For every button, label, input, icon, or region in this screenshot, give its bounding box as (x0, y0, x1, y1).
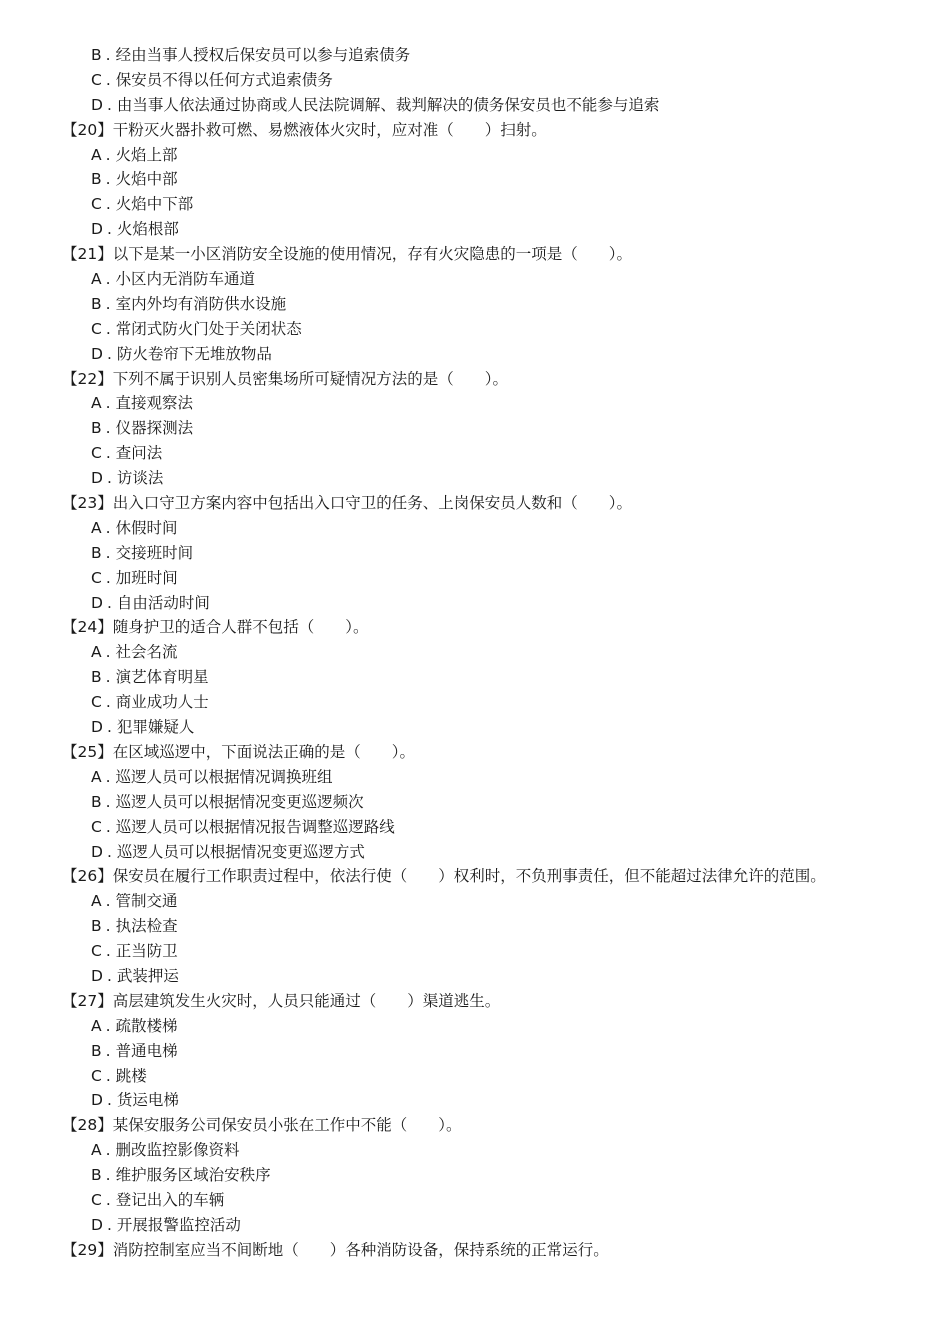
answer-option (0, 391, 950, 416)
option-separator: . (105, 543, 111, 562)
option-text: 由当事人依法通过协商或人民法院调解、裁判解决的债务保安员也不能参与追索 (116, 95, 660, 114)
answer-option (0, 1088, 950, 1113)
option-text: 自由活动时间 (116, 593, 210, 612)
option-text: 经由当事人授权后保安员可以参与追索债务 (115, 46, 411, 64)
option-letter: C (91, 195, 102, 214)
answer-option (0, 167, 950, 192)
option-text: 开展报警监控活动 (116, 1215, 241, 1234)
option-separator: . (105, 693, 111, 712)
option-text: 执法检查 (115, 917, 178, 936)
option-text: 交接班时间 (115, 543, 194, 562)
question-stem (0, 118, 950, 143)
question-text: 随身护卫的适合人群不包括（ ）。 (112, 618, 369, 637)
option-separator: . (106, 95, 112, 114)
option-separator: . (106, 344, 112, 363)
option-separator: . (105, 767, 111, 786)
option-letter: A (91, 767, 102, 786)
option-text: 登记出入的车辆 (115, 1190, 225, 1209)
option-text: 管制交通 (115, 892, 178, 911)
question-block (0, 740, 950, 864)
answer-option (0, 68, 950, 93)
option-separator: . (105, 1041, 111, 1060)
question-text: 以下是某一小区消防安全设施的使用情况，存有火灾隐患的一项是（ ）。 (112, 245, 632, 264)
option-separator: . (106, 718, 112, 737)
question-stem (0, 1113, 950, 1138)
option-separator: . (105, 668, 111, 687)
option-separator: . (105, 942, 111, 961)
answer-option (0, 1039, 950, 1064)
option-letter: C (91, 568, 102, 587)
option-text: 巡逻人员可以根据情况调换班组 (115, 767, 333, 786)
question-number: 【23】 (62, 494, 113, 513)
question-block (0, 118, 950, 242)
option-text: 普通电梯 (115, 1041, 178, 1060)
option-letter: D (91, 1215, 103, 1234)
option-separator: . (105, 394, 111, 413)
option-letter: A (91, 1016, 102, 1035)
answer-option (0, 416, 950, 441)
option-letter: D (91, 220, 103, 239)
option-separator: . (106, 469, 112, 488)
option-separator: . (105, 319, 111, 338)
option-letter: A (91, 518, 102, 537)
question-block (0, 242, 950, 366)
option-letter: B (91, 1041, 102, 1060)
option-text: 商业成功人士 (115, 693, 209, 712)
option-separator: . (106, 966, 112, 985)
option-letter: C (91, 817, 102, 836)
answer-option (0, 765, 950, 790)
option-separator: . (105, 643, 111, 662)
option-letter: A (91, 643, 102, 662)
option-separator: . (105, 444, 111, 463)
answer-option (0, 640, 950, 665)
option-separator: . (105, 195, 111, 214)
question-block (0, 1238, 950, 1263)
option-separator: . (106, 842, 112, 861)
question-text: 高层建筑发生火灾时，人员只能通过（ ）渠道逃生。 (112, 991, 501, 1010)
question-number: 【25】 (62, 742, 113, 761)
question-stem (0, 491, 950, 516)
option-text: 货运电梯 (116, 1091, 179, 1110)
question-block (0, 615, 950, 739)
option-letter: C (91, 444, 102, 463)
option-letter: B (91, 792, 102, 811)
question-number: 【28】 (62, 1116, 113, 1135)
option-text: 查问法 (115, 444, 163, 463)
option-letter: C (91, 1190, 102, 1209)
option-letter: D (91, 842, 103, 861)
question-block (0, 491, 950, 615)
option-letter: A (91, 270, 102, 289)
option-text: 仪器探测法 (115, 419, 194, 438)
option-letter: C (91, 942, 102, 961)
question-number: 【29】 (62, 1240, 113, 1259)
option-text: 删改监控影像资料 (115, 1141, 240, 1160)
option-letter: D (91, 469, 103, 488)
option-separator: . (105, 568, 111, 587)
option-separator: . (105, 817, 111, 836)
option-letter: D (91, 593, 103, 612)
option-separator: . (105, 419, 111, 438)
option-text: 加班时间 (115, 568, 178, 587)
option-letter: B (91, 46, 102, 64)
option-letter: C (91, 319, 102, 338)
exam-page (0, 43, 950, 1263)
option-text: 火焰中部 (115, 170, 178, 189)
option-text: 火焰根部 (116, 220, 179, 239)
option-text: 小区内无消防车通道 (115, 270, 256, 289)
option-text: 巡逻人员可以根据情况变更巡逻频次 (115, 792, 364, 811)
question-stem (0, 367, 950, 392)
option-letter: D (91, 344, 103, 363)
option-separator: . (105, 1190, 111, 1209)
answer-option (0, 690, 950, 715)
option-separator: . (105, 518, 111, 537)
answer-option (0, 192, 950, 217)
question-number: 【24】 (62, 618, 113, 637)
question-text: 干粉灭火器扑救可燃、易燃液体火灾时，应对准（ ）扫射。 (112, 120, 547, 139)
question-number: 【21】 (62, 245, 113, 264)
option-letter: B (91, 419, 102, 438)
answer-option (0, 1213, 950, 1238)
answer-option (0, 466, 950, 491)
option-text: 保安员不得以任何方式追索债务 (115, 70, 333, 89)
question-stem (0, 1238, 950, 1263)
option-separator: . (105, 46, 111, 64)
question-text: 出入口守卫方案内容中包括出入口守卫的任务、上岗保安员人数和（ ）。 (112, 494, 632, 513)
answer-option (0, 541, 950, 566)
option-separator: . (105, 70, 111, 89)
question-text: 消防控制室应当不间断地（ ）各种消防设备，保持系统的正常运行。 (112, 1240, 609, 1259)
answer-option (0, 840, 950, 865)
answer-option (0, 1138, 950, 1163)
option-text: 休假时间 (115, 518, 178, 537)
option-text: 维护服务区域治安秩序 (115, 1166, 271, 1185)
option-separator: . (106, 1091, 112, 1110)
option-text: 犯罪嫌疑人 (116, 718, 195, 737)
option-separator: . (105, 170, 111, 189)
option-text: 正当防卫 (115, 942, 178, 961)
answer-option (0, 939, 950, 964)
answer-option (0, 790, 950, 815)
question-text: 下列不属于识别人员密集场所可疑情况方法的是（ ）。 (112, 369, 508, 388)
option-text: 巡逻人员可以根据情况报告调整巡逻路线 (115, 817, 395, 836)
option-separator: . (105, 294, 111, 313)
question-list (0, 118, 950, 1263)
question-stem (0, 740, 950, 765)
question-text: 某保安服务公司保安员小张在工作中不能（ ）。 (112, 1116, 462, 1135)
option-letter: D (91, 1091, 103, 1110)
option-text: 室内外均有消防供水设施 (115, 294, 287, 313)
option-separator: . (105, 1066, 111, 1085)
answer-option (0, 889, 950, 914)
answer-option (0, 566, 950, 591)
option-letter: B (91, 1166, 102, 1185)
question-block (0, 1113, 950, 1237)
option-separator: . (105, 270, 111, 289)
answer-option (0, 964, 950, 989)
option-letter: A (91, 892, 102, 911)
answer-option (0, 342, 950, 367)
option-separator: . (105, 1016, 111, 1035)
answer-option (0, 591, 950, 616)
answer-option (0, 1064, 950, 1089)
question-number: 【26】 (62, 867, 113, 886)
option-text: 防火卷帘下无堆放物品 (116, 344, 272, 363)
question-block (0, 367, 950, 491)
option-letter: D (91, 718, 103, 737)
option-separator: . (106, 220, 112, 239)
option-separator: . (105, 917, 111, 936)
option-text: 常闭式防火门处于关闭状态 (115, 319, 302, 338)
option-text: 社会名流 (115, 643, 178, 662)
option-text: 疏散楼梯 (115, 1016, 178, 1035)
question-text: 保安员在履行工作职责过程中，依法行使（ ）权利时，不负刑事责任，但不能超过法律允许的范围。 (112, 867, 826, 886)
option-separator: . (105, 892, 111, 911)
option-text: 演艺体育明星 (115, 668, 209, 687)
question-number: 【27】 (62, 991, 113, 1010)
question-stem (0, 615, 950, 640)
option-letter: B (91, 543, 102, 562)
option-letter: C (91, 693, 102, 712)
option-text: 直接观察法 (115, 394, 194, 413)
option-text: 火焰中下部 (115, 195, 194, 214)
option-letter: A (91, 394, 102, 413)
answer-option (0, 93, 950, 118)
option-text: 跳楼 (115, 1066, 147, 1085)
answer-option (0, 665, 950, 690)
question-stem (0, 242, 950, 267)
answer-option (0, 715, 950, 740)
answer-option (0, 441, 950, 466)
option-letter: B (91, 294, 102, 313)
question-number: 【22】 (62, 369, 113, 388)
answer-option (0, 516, 950, 541)
answer-option (0, 143, 950, 168)
option-separator: . (105, 1141, 111, 1160)
answer-option (0, 1188, 950, 1213)
option-separator: . (105, 792, 111, 811)
option-text: 巡逻人员可以根据情况变更巡逻方式 (116, 842, 365, 861)
answer-option (0, 317, 950, 342)
question-number: 【20】 (62, 120, 113, 139)
answer-option (0, 914, 950, 939)
option-separator: . (105, 145, 111, 164)
option-letter: A (91, 145, 102, 164)
option-text: 火焰上部 (115, 145, 178, 164)
option-letter: B (91, 668, 102, 687)
question-stem (0, 864, 950, 889)
answer-option (0, 1163, 950, 1188)
option-letter: D (91, 95, 103, 114)
option-text: 武装押运 (116, 966, 179, 985)
option-letter: C (91, 70, 102, 89)
option-letter: A (91, 1141, 102, 1160)
answer-option (0, 1014, 950, 1039)
question-block (0, 864, 950, 988)
answer-option (0, 217, 950, 242)
option-text: 访谈法 (116, 469, 164, 488)
question-text: 在区域巡逻中，下面说法正确的是（ ）。 (112, 742, 415, 761)
leading-options (0, 43, 950, 118)
option-separator: . (106, 1215, 112, 1234)
option-letter: D (91, 966, 103, 985)
answer-option (0, 267, 950, 292)
question-stem (0, 989, 950, 1014)
question-block (0, 989, 950, 1113)
answer-option (0, 43, 950, 68)
option-letter: C (91, 1066, 102, 1085)
answer-option (0, 292, 950, 317)
option-letter: B (91, 170, 102, 189)
answer-option (0, 815, 950, 840)
option-separator: . (106, 593, 112, 612)
option-letter: B (91, 917, 102, 936)
option-separator: . (105, 1166, 111, 1185)
